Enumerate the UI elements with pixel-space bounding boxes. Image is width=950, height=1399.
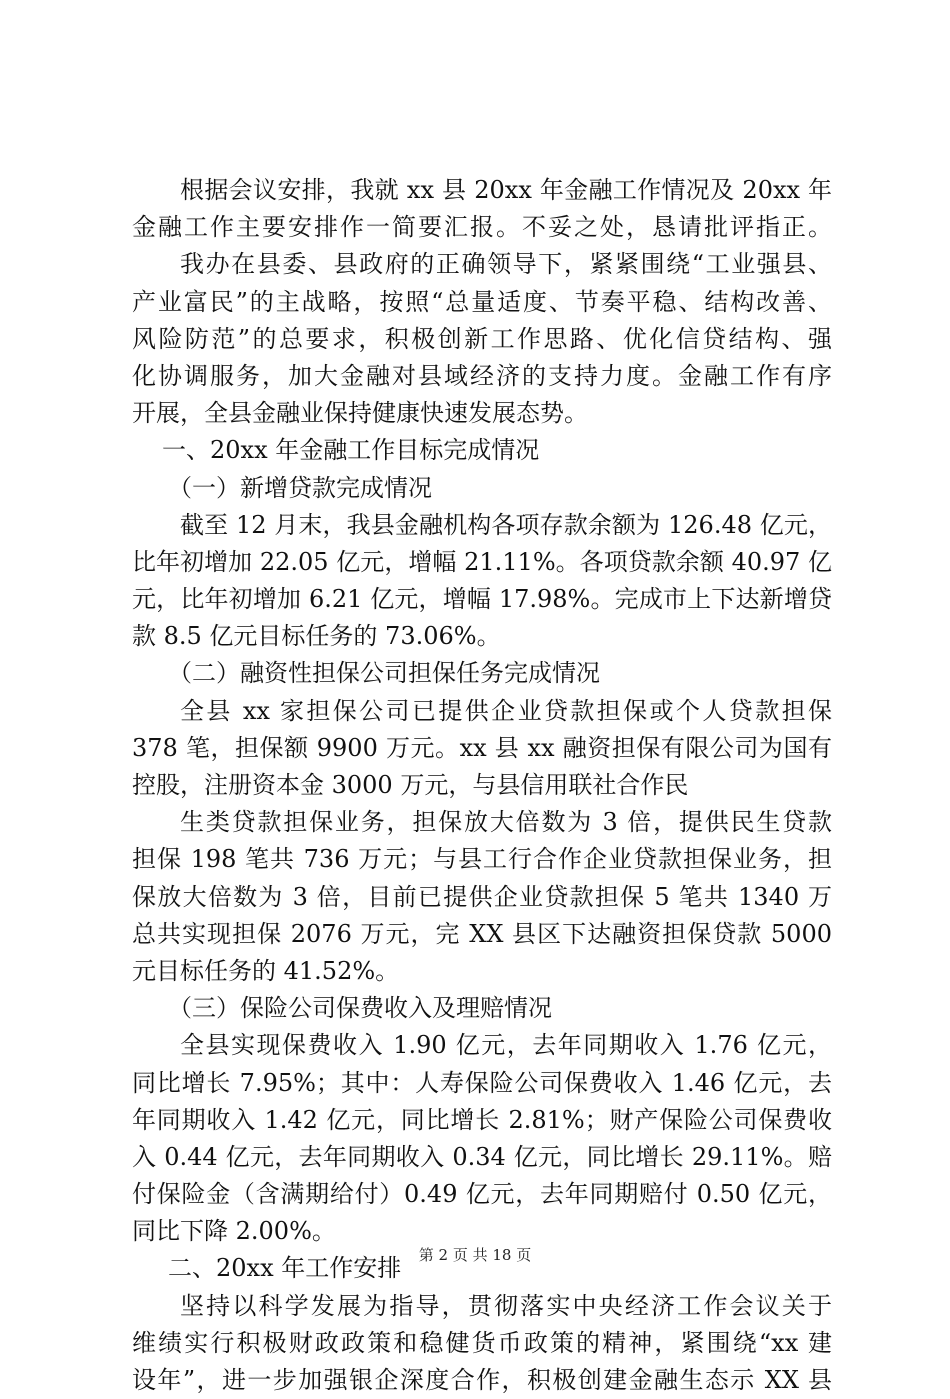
paragraph-line: 保放大倍数为 3 倍，目前已提供企业贷款担保 5 笔共 1340 万 [132,882,832,911]
paragraph-line: 金融工作主要安排作一简要汇报。不妥之处，恳请批评指正。 [132,213,832,242]
paragraph-line: 开展，全县金融业保持健康快速发展态势。 [132,399,588,428]
paragraph-line: 坚持以科学发展为指导，贯彻落实中央经济工作会议关于 [180,1291,832,1320]
paragraph-line: 维绩实行积极财政政策和稳健货币政策的精神，紧围绕“xx 建 [132,1328,832,1357]
subsection-heading: （二）融资性担保公司担保任务完成情况 [168,659,600,688]
paragraph-line: 元，比年初增加 6.21 亿元，增幅 17.98%。完成市上下达新增贷 [132,585,832,614]
paragraph-line: 化协调服务，加大金融对县域经济的支持力度。金融工作有序 [132,361,832,390]
section-heading: 二、20xx 年工作安排 [168,1254,402,1283]
section-heading: 一、20xx 年金融工作目标完成情况 [162,436,540,465]
subsection-heading: （三）保险公司保费收入及理赔情况 [168,994,552,1023]
paragraph-line: 比年初增加 22.05 亿元，增幅 21.11%。各项贷款余额 40.97 亿 [132,547,832,576]
paragraph-line: 风险防范”的总要求，积极创新工作思路、优化信贷结构、强 [132,324,832,353]
paragraph-line: 我办在县委、县政府的正确领导下，紧紧围绕“工业强县、 [180,250,832,279]
paragraph-line: 年同期收入 1.42 亿元，同比增长 2.81%；财产保险公司保费收 [132,1105,832,1134]
paragraph-line: 根据会议安排，我就 xx 县 20xx 年金融工作情况及 20xx 年 [180,176,832,204]
paragraph-line: 入 0.44 亿元，去年同期收入 0.34 亿元，同比增长 29.11%。赔 [132,1142,832,1171]
subsection-heading: （一）新增贷款完成情况 [168,473,432,502]
paragraph-line: 控股，注册资本金 3000 万元，与县信用联社合作民 [132,771,689,799]
paragraph-line: 同比增长 7.95%；其中：人寿保险公司保费收入 1.46 亿元，去 [132,1068,832,1097]
page-number-footer: 第 2 页 共 18 页 [418,1246,532,1264]
paragraph-line: 全县 xx 家担保公司已提供企业贷款担保或个人贷款担保 [180,696,832,725]
paragraph-line: 生类贷款担保业务，担保放大倍数为 3 倍，提供民生贷款 [180,808,832,837]
paragraph-line: 同比下降 2.00%。 [132,1217,336,1246]
document-body [132,172,832,1399]
paragraph-line: 产业富民”的主战略，按照“总量适度、节奏平稳、结构改善、 [132,287,832,316]
paragraph-line: 款 8.5 亿元目标任务的 73.06%。 [132,622,501,651]
paragraph-line: 付保险金（含满期给付）0.49 亿元，去年同期赔付 0.50 亿元， [132,1180,832,1209]
paragraph-line: 378 笔，担保额 9900 万元。xx 县 xx 融资担保有限公司为国有 [132,733,832,762]
paragraph-line: 担保 198 笔共 736 万元；与县工行合作企业贷款担保业务，担 [132,845,832,874]
paragraph-line: 总共实现担保 2076 万元，完 XX 县区下达融资担保贷款 5000 [132,919,832,948]
paragraph-line: 全县实现保费收入 1.90 亿元，去年同期收入 1.76 亿元， [180,1031,832,1060]
paragraph-line: 截至 12 月末，我县金融机构各项存款余额为 126.48 亿元， [180,510,832,539]
paragraph-line: 元目标任务的 41.52%。 [132,956,400,985]
paragraph-line: 设年”，进一步加强银企深度合作，积极创建金融生态示 XX 县 [132,1366,832,1394]
